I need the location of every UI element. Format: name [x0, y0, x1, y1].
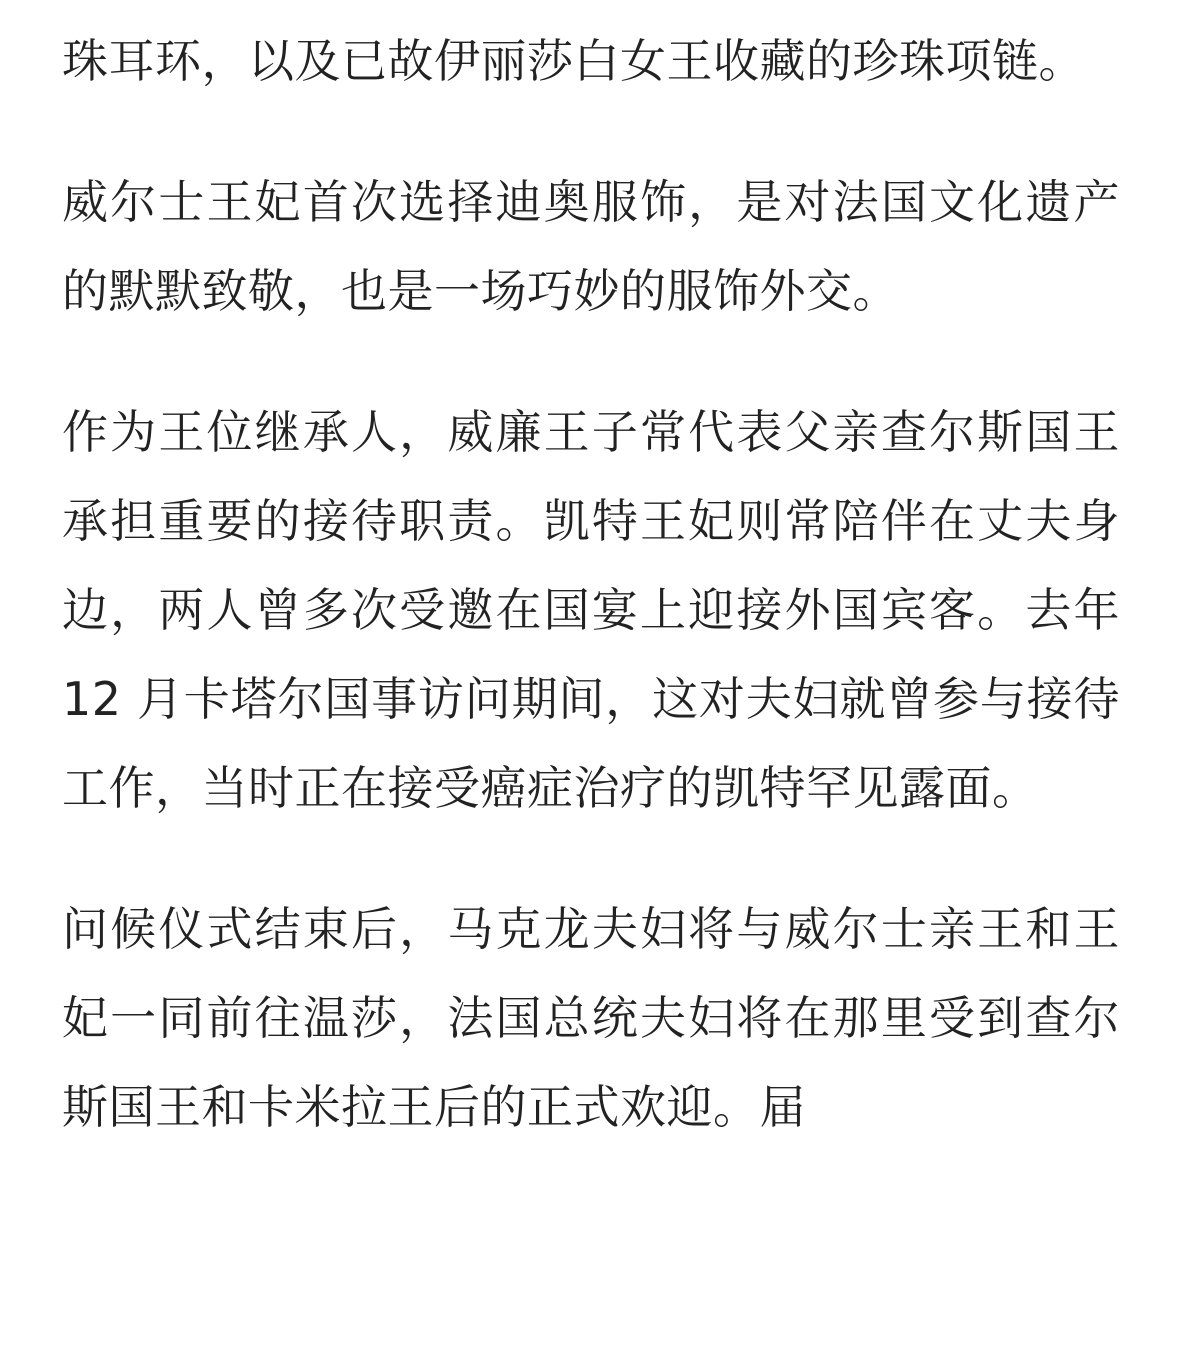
- article-paragraph: 威尔士王妃首次选择迪奥服饰，是对法国文化遗产的默默致敬，也是一场巧妙的服饰外交。: [62, 175, 1120, 318]
- article-paragraph: 珠耳环，以及已故伊丽莎白女王收藏的珍珠项链。: [62, 34, 1085, 88]
- article-paragraph: 问候仪式结束后，马克龙夫妇将与威尔士亲王和王妃一同前往温莎，法国总统夫妇将在那里受到查尔斯国王和卡米拉王后的正式欢迎。届: [62, 902, 1120, 1134]
- article-paragraph: 作为王位继承人，威廉王子常代表父亲查尔斯国王承担重要的接待职责。凯特王妃则常陪伴在丈夫身边，两人曾多次受邀在国宴上迎接外国宾客。去年 12 月卡塔尔国事访问期间，这对夫妇就曾参与接待工作，当时正在接受癌症治疗的凯特罕见露面。: [62, 405, 1120, 815]
- article-body: [62, 0, 1120, 1204]
